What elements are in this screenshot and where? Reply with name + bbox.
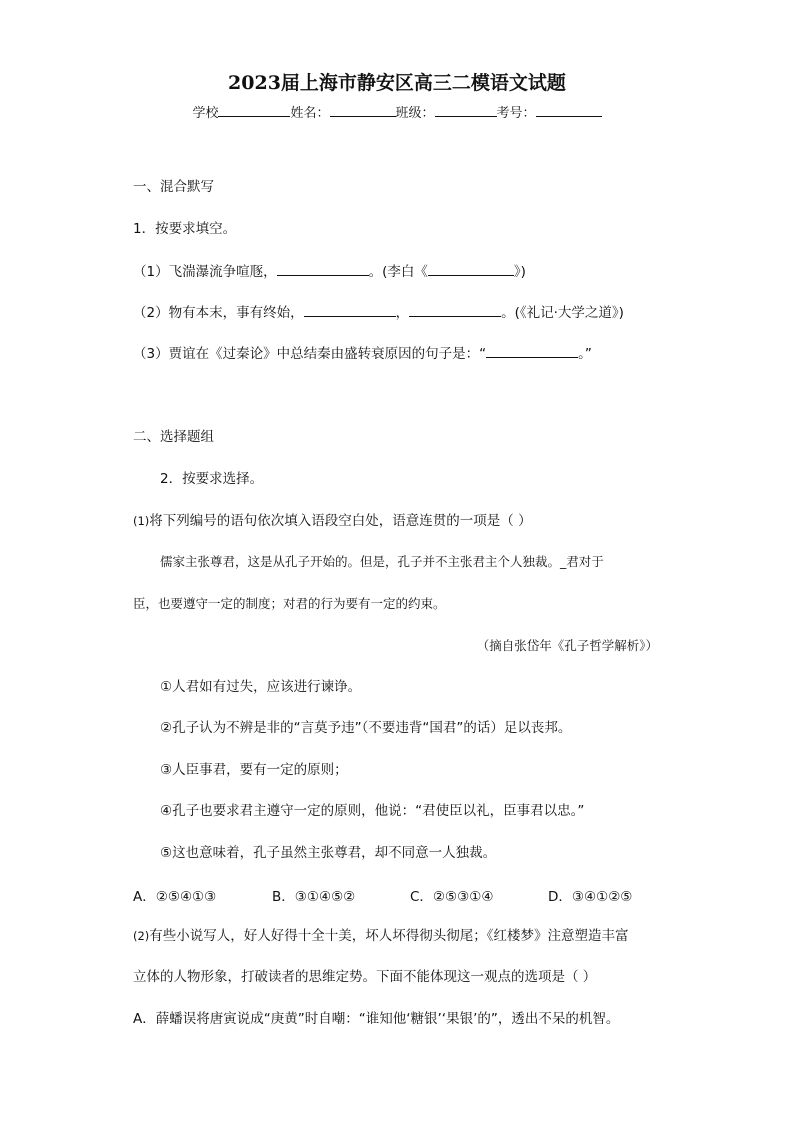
question1-item-1 — [133, 262, 526, 281]
answer-blank[interactable] — [409, 303, 501, 317]
student-info-line — [0, 103, 794, 123]
school-label: 学校 — [192, 106, 219, 121]
answer-blank[interactable] — [277, 262, 369, 276]
subquestion-text: 有些小说写人，好人好得十全十美，坏人坏得彻头彻尾；《红楼梦》注意塑造丰富 — [149, 928, 629, 944]
answer-blank[interactable] — [486, 344, 578, 358]
sentence-1: ①人君如有过失，应该进行谏诤。 — [160, 679, 362, 695]
item-text: 贾谊在《过秦论》中总结秦由盛转衰原因的句子是：“ — [168, 346, 487, 362]
number-blank[interactable] — [536, 103, 602, 117]
section1-heading: 一、混合默写 — [133, 179, 214, 195]
subquestion-number: (2) — [133, 929, 150, 943]
option-b[interactable]: B．③①④⑤② — [272, 889, 356, 905]
question2-prompt: 2．按要求选择。 — [160, 471, 264, 487]
item-text: ， — [395, 305, 410, 321]
option-d[interactable]: D．③④①②⑤ — [548, 889, 633, 905]
sentence-2: ②孔子认为不辨是非的“言莫予违”（不要违背“国君”的话）足以丧邦。 — [160, 720, 572, 736]
section2-heading: 二、选择题组 — [133, 429, 214, 445]
question1-item-3 — [133, 344, 592, 363]
passage-source: （摘自张岱年《孔子哲学解析》） — [476, 638, 658, 653]
subquestion1-options — [133, 885, 663, 903]
passage-line-2: 臣，也要遵守一定的制度；对君的行为要有一定的约束。 — [133, 596, 446, 611]
option-c[interactable]: C．②⑤③①④ — [410, 889, 494, 905]
school-blank[interactable] — [218, 103, 290, 117]
item-text: 飞湍瀑流争喧豗， — [168, 264, 277, 280]
question1-item-2 — [133, 303, 624, 322]
sentence-4: ④孔子也要求君主遵守一定的原则，他说：“君使臣以礼，臣事君以忠。” — [160, 803, 585, 819]
item-text: 。(《礼记·大学之道》) — [501, 305, 624, 321]
class-blank[interactable] — [435, 103, 497, 117]
name-label: 姓名： — [290, 106, 330, 121]
item-text: 物有本末，事有终始， — [168, 305, 304, 321]
item-number: （2） — [133, 305, 169, 321]
number-label: 考号： — [496, 106, 536, 121]
exam-title: 2023届上海市静安区高三二模语文试题 — [228, 72, 566, 94]
subquestion-number: (1) — [133, 514, 150, 528]
subquestion-text: 将下列编号的语句依次填入语段空白处，语意连贯的一项是（ ） — [149, 513, 532, 529]
item-number: （1） — [133, 264, 169, 280]
passage-line-1: 儒家主张尊君，这是从孔子开始的。但是，孔子并不主张君主个人独裁。_君对于 — [160, 554, 604, 569]
subquestion1 — [133, 512, 532, 530]
answer-blank[interactable] — [304, 303, 396, 317]
item-number: （3） — [133, 346, 169, 362]
item-text: 。” — [578, 346, 592, 362]
item-text: 》) — [513, 264, 526, 280]
subquestion2-line-2: 立体的人物形象，打破读者的思维定势。下面不能体现这一观点的选项是（ ） — [133, 969, 597, 985]
answer-blank[interactable] — [428, 262, 514, 276]
sentence-3: ③人臣事君，要有一定的原则； — [160, 762, 348, 778]
sentence-5: ⑤这也意味着，孔子虽然主张尊君，却不同意一人独裁。 — [160, 845, 497, 861]
class-label: 班级： — [395, 106, 435, 121]
name-blank[interactable] — [330, 103, 396, 117]
question1-prompt: 1．按要求填空。 — [133, 221, 237, 237]
option-a[interactable]: A．②⑤④①③ — [133, 889, 217, 905]
subquestion2-line-1 — [133, 927, 629, 945]
item-text: 。(李白《 — [368, 264, 428, 280]
subquestion2-option-a[interactable]: A．薛蟠误将唐寅说成“庚黄”时自嘲：“谁知他‘糖银’‘果银’的”，透出不呆的机智。 — [133, 1011, 620, 1027]
